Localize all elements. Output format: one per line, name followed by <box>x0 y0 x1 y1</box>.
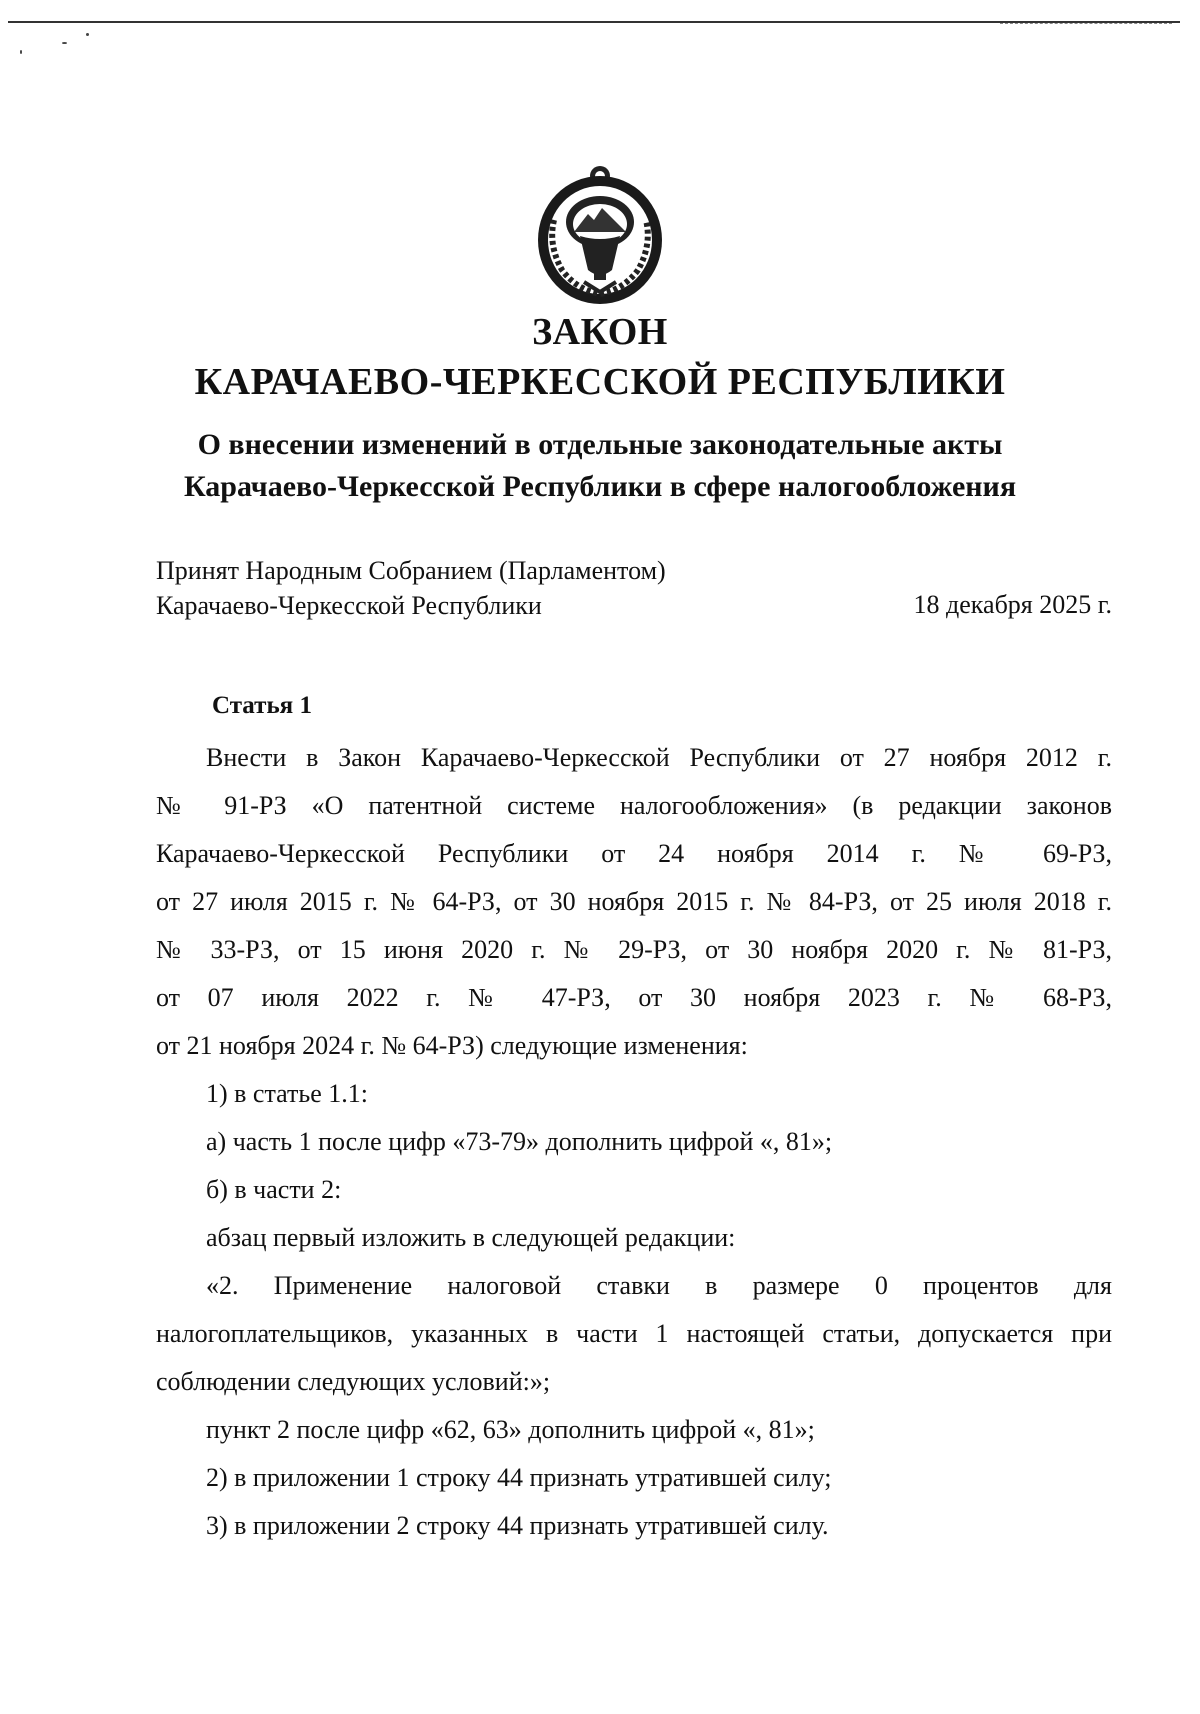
article-item: 3) в приложении 2 строку 44 признать утратившей силу. <box>206 1511 829 1540</box>
article-item: пункт 2 после цифр «62, 63» дополнить цифрой «, 81»; <box>206 1415 815 1444</box>
article-text-line: «2. Применение налоговой ставки в размере 0 процентов для <box>206 1271 1112 1300</box>
adoption-statement: Принят Народным Собранием (Парламентом) <box>156 556 666 585</box>
scan-speck <box>20 50 22 54</box>
article-item: 1) в статье 1.1: <box>206 1079 369 1108</box>
article-text-line: от 07 июля 2022 г. № 47-РЗ, от 30 ноября 2023 г. № 68-РЗ, <box>156 983 1112 1012</box>
top-scan-border-dashed <box>1000 23 1172 24</box>
coat-of-arms-icon <box>532 160 668 310</box>
article-text-line: налогоплательщиков, указанных в части 1 настоящей статьи, допускается при <box>156 1319 1112 1348</box>
article-item: абзац первый изложить в следующей редакции: <box>206 1223 736 1252</box>
article-item: б) в части 2: <box>206 1175 342 1204</box>
article-item: а) часть 1 после цифр «73-79» дополнить цифрой «, 81»; <box>206 1127 833 1156</box>
article-text-line: от 21 ноября 2024 г. № 64-РЗ) следующие изменения: <box>156 1031 748 1060</box>
scan-speck <box>62 42 67 44</box>
law-subject-line: О внесении изменений в отдельные законодательные акты <box>197 428 1003 461</box>
article-item: 2) в приложении 1 строку 44 признать утратившей силу; <box>206 1463 832 1492</box>
article-text-line: соблюдении следующих условий:»; <box>156 1367 551 1396</box>
article-text-line: № 33-РЗ, от 15 июня 2020 г. № 29-РЗ, от 30 ноября 2020 г. № 81-РЗ, <box>156 935 1112 964</box>
law-subject-line: Карачаево-Черкесской Республики в сфере налогообложения <box>183 470 1017 503</box>
adoption-statement: Карачаево-Черкесской Республики <box>156 591 542 620</box>
scan-speck <box>86 33 89 36</box>
article-text-line: Внести в Закон Карачаево-Черкесской Республики от 27 ноября 2012 г. <box>206 743 1112 772</box>
law-title: ЗАКОН <box>532 311 668 353</box>
article-text-line: от 27 июля 2015 г. № 64-РЗ, от 30 ноября 2015 г. № 84-РЗ, от 25 июля 2018 г. <box>156 887 1112 916</box>
article-text-line: Карачаево-Черкесской Республики от 24 ноября 2014 г. № 69-РЗ, <box>156 839 1112 868</box>
adoption-date: 18 декабря 2025 г. <box>913 590 1112 619</box>
republic-title: КАРАЧАЕВО-ЧЕРКЕССКОЙ РЕСПУБЛИКИ <box>194 361 1006 403</box>
article-heading: Статья 1 <box>212 692 312 719</box>
article-text-line: № 91-РЗ «О патентной системе налогообложения» (в редакции законов <box>156 791 1112 820</box>
